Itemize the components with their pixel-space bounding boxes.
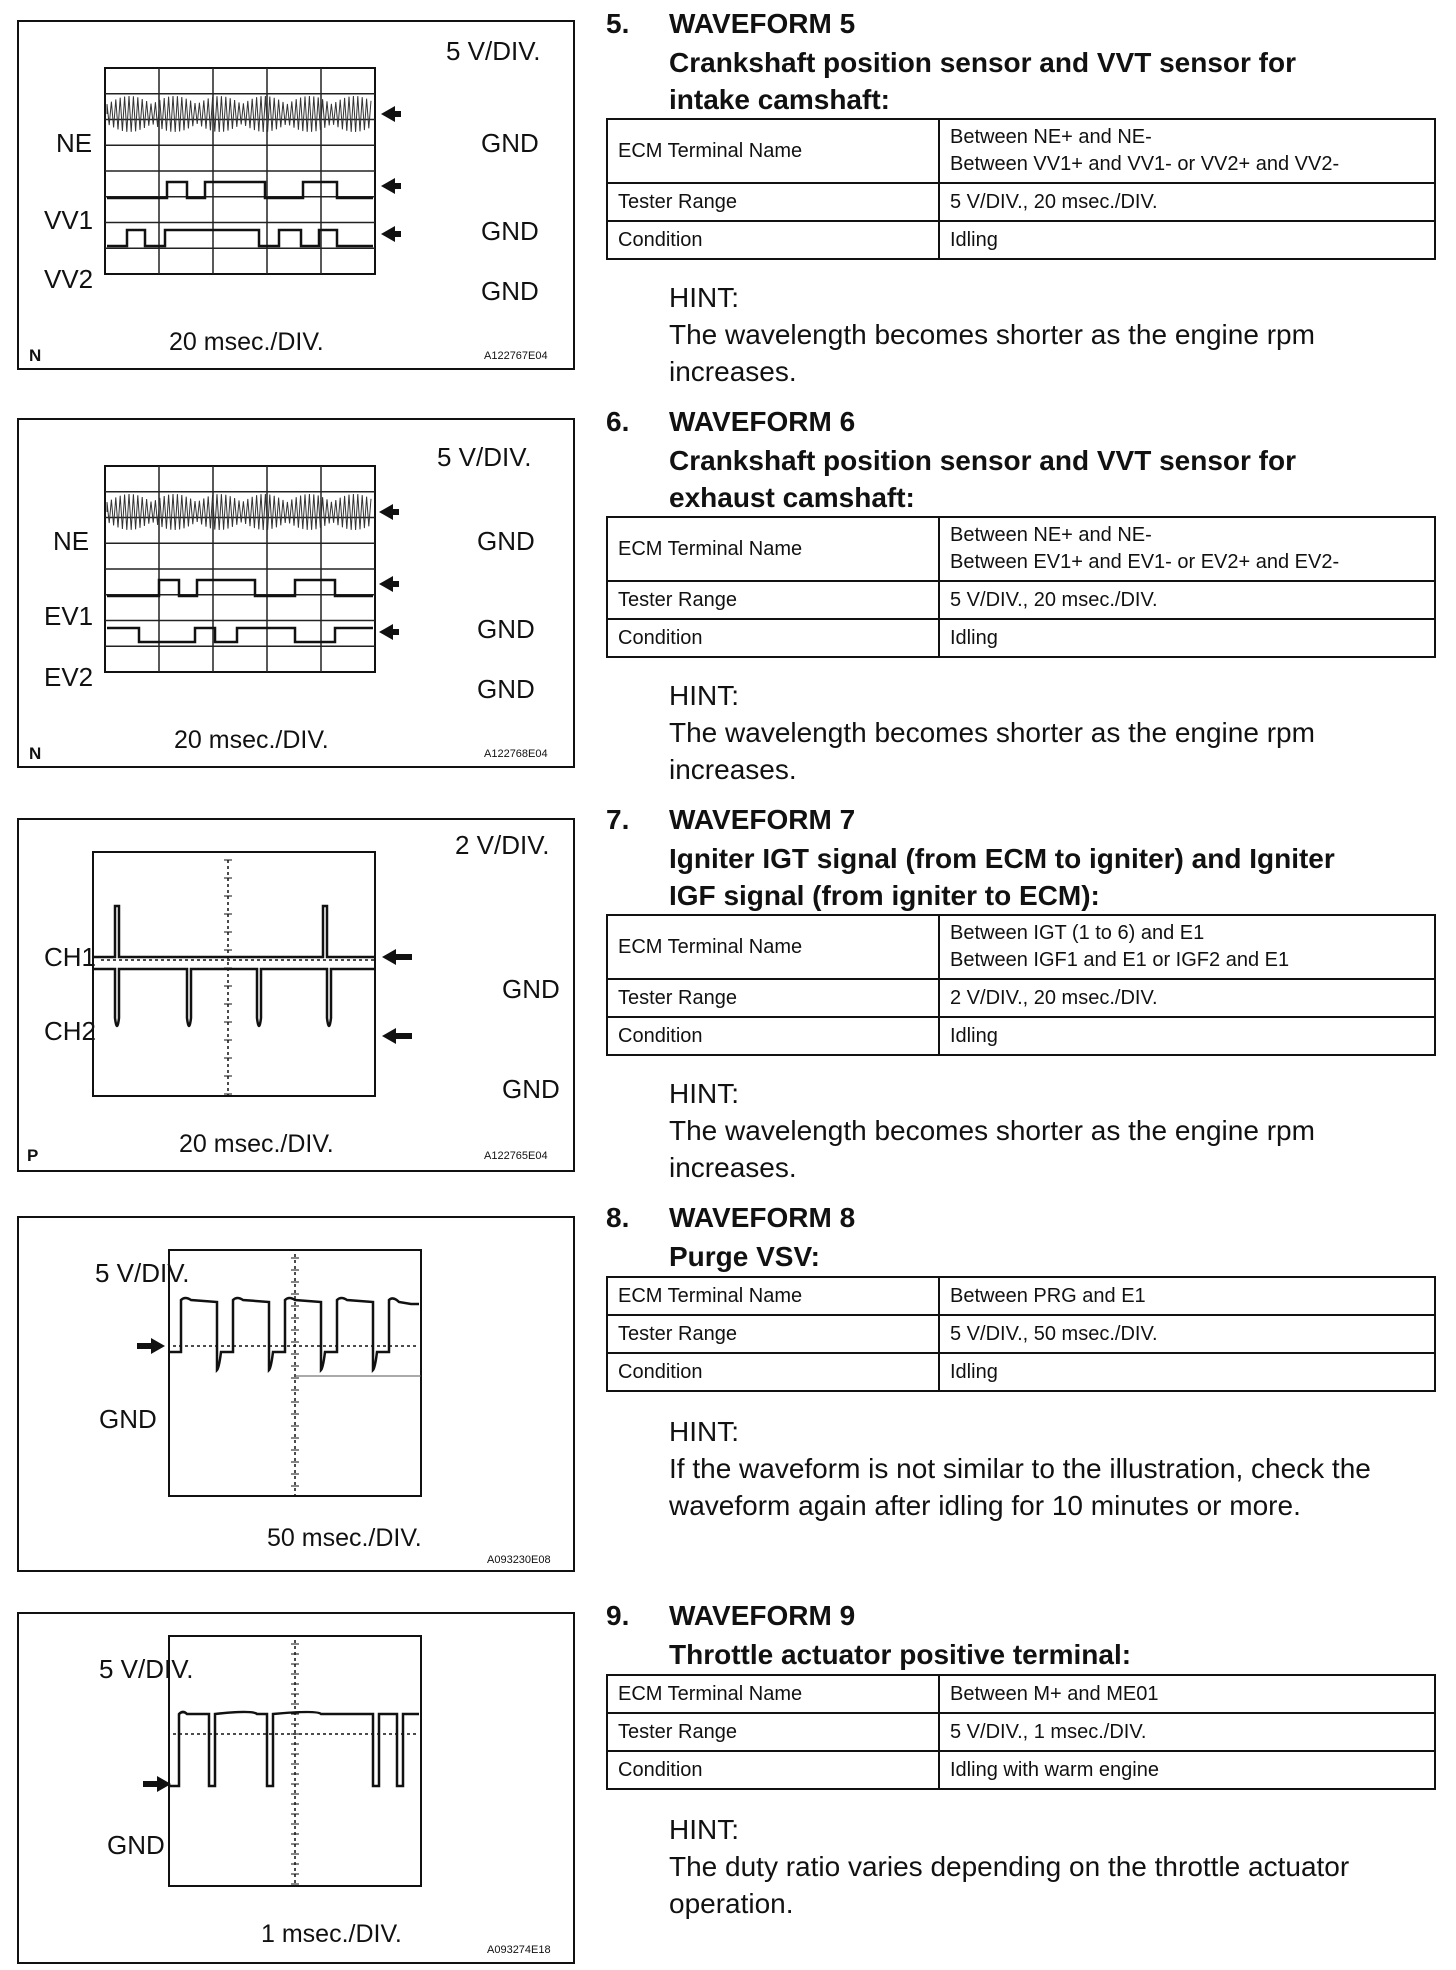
table-row — [607, 119, 1435, 183]
gnd-label: GND — [502, 1074, 560, 1104]
section-number: 6. — [606, 406, 630, 437]
spec-table — [606, 516, 1436, 658]
figure-code: A122765E04 — [484, 1150, 548, 1162]
gnd-arrow-icon — [382, 1028, 412, 1044]
section-waveform-9 — [606, 1600, 1436, 1970]
table-row — [607, 581, 1435, 619]
table-row — [607, 1751, 1435, 1789]
spec-table — [606, 118, 1436, 260]
section-title: WAVEFORM 8 — [669, 1202, 856, 1233]
table-value: Idling — [939, 221, 1435, 259]
hint-label: HINT: — [669, 680, 739, 711]
hint-label: HINT: — [669, 1078, 739, 1109]
table-value: 5 V/DIV., 50 msec./DIV. — [939, 1315, 1435, 1353]
table-value: 2 V/DIV., 20 msec./DIV. — [939, 979, 1435, 1017]
section-subtitle: Igniter IGT signal (from ECM to igniter) and Igniter IGF signal (from igniter to ECM): — [669, 843, 1335, 911]
figure-code: A122768E04 — [484, 748, 548, 760]
table-value: Between M+ and ME01 — [939, 1675, 1435, 1713]
hint-label: HINT: — [669, 1416, 739, 1447]
gnd-label: GND — [477, 614, 535, 644]
section-subtitle: Throttle actuator positive terminal: — [669, 1639, 1132, 1670]
table-row — [607, 915, 1435, 979]
gnd-arrow-icon — [379, 504, 399, 520]
section-number: 8. — [606, 1202, 630, 1233]
hint-text: If the waveform is not similar to the illustration, check the waveform again after idling for 10 minutes or more. — [669, 1453, 1371, 1521]
gnd-arrow-icon — [382, 949, 412, 965]
table-value: Between PRG and E1 — [939, 1277, 1435, 1315]
time-per-div-label: 20 msec./DIV. — [179, 1130, 334, 1158]
table-row — [607, 221, 1435, 259]
waveform-7-figure — [17, 818, 575, 1172]
channel-label-ch2: CH2 — [44, 1016, 97, 1046]
channel-label-ev2: EV2 — [44, 662, 94, 692]
section-subtitle: Crankshaft position sensor and VVT sensor for exhaust camshaft: — [669, 445, 1297, 513]
section-title: WAVEFORM 9 — [669, 1600, 856, 1631]
time-per-div-label: 20 msec./DIV. — [169, 328, 324, 356]
waveform-8-figure — [17, 1216, 575, 1572]
table-key: Condition — [607, 1017, 939, 1055]
ch1-signal-trace — [93, 906, 375, 957]
figure-code: A122767E04 — [484, 350, 548, 362]
table-value: Between IGT (1 to 6) and E1 Between IGF1 and E1 or IGF2 and E1 — [939, 915, 1435, 979]
channel-label-ch1: CH1 — [44, 942, 97, 972]
figure-corner-mark: N — [29, 346, 42, 365]
section-title: WAVEFORM 7 — [669, 804, 856, 835]
channel-label-ne: NE — [53, 526, 90, 556]
figure-code: A093274E18 — [487, 1944, 551, 1956]
table-key: ECM Terminal Name — [607, 119, 939, 183]
time-per-div-label: 50 msec./DIV. — [267, 1524, 422, 1552]
ev1-signal-trace — [107, 580, 373, 596]
scope-frame — [93, 852, 375, 1096]
table-key: Tester Range — [607, 1315, 939, 1353]
table-value: 5 V/DIV., 20 msec./DIV. — [939, 183, 1435, 221]
section-waveform-5 — [606, 8, 1436, 388]
table-key: ECM Terminal Name — [607, 517, 939, 581]
table-value: Idling — [939, 1353, 1435, 1391]
hint-text: The wavelength becomes shorter as the engine rpm increases. — [669, 717, 1315, 785]
table-key: Condition — [607, 221, 939, 259]
vv1-signal-trace — [107, 182, 373, 198]
table-key: ECM Terminal Name — [607, 1675, 939, 1713]
figure-code: A093230E08 — [487, 1554, 551, 1566]
gnd-arrow-icon — [381, 226, 401, 242]
table-key: Tester Range — [607, 581, 939, 619]
waveform-5-scope — [19, 22, 573, 368]
gnd-label: GND — [481, 276, 539, 306]
gnd-label: GND — [477, 526, 535, 556]
volts-per-div-label: 5 V/DIV. — [437, 442, 532, 472]
volts-per-div-label: 5 V/DIV. — [99, 1654, 194, 1684]
section-waveform-6 — [606, 406, 1436, 786]
table-row — [607, 979, 1435, 1017]
section-title: WAVEFORM 6 — [669, 406, 856, 437]
table-value: 5 V/DIV., 1 msec./DIV. — [939, 1713, 1435, 1751]
ne-signal-trace — [107, 494, 371, 530]
channel-label-vv2: VV2 — [44, 264, 94, 294]
section-title: WAVEFORM 5 — [669, 8, 856, 39]
gnd-label: GND — [107, 1830, 165, 1860]
volts-per-div-label: 5 V/DIV. — [95, 1258, 190, 1288]
table-key: Condition — [607, 619, 939, 657]
table-value: Idling with warm engine — [939, 1751, 1435, 1789]
figure-corner-mark: N — [29, 744, 42, 763]
table-value: Between NE+ and NE- Between EV1+ and EV1- or EV2+ and EV2- — [939, 517, 1435, 581]
table-key: Tester Range — [607, 979, 939, 1017]
table-value: Between NE+ and NE- Between VV1+ and VV1- or VV2+ and VV2- — [939, 119, 1435, 183]
channel-label-vv1: VV1 — [44, 205, 94, 235]
spec-table — [606, 914, 1436, 1056]
hint-text: The wavelength becomes shorter as the engine rpm increases. — [669, 319, 1315, 387]
spec-table — [606, 1276, 1436, 1392]
ch2-signal-trace — [93, 969, 375, 1026]
table-key: ECM Terminal Name — [607, 915, 939, 979]
gnd-arrow-icon — [381, 178, 401, 194]
hint-label: HINT: — [669, 282, 739, 313]
gnd-arrow-icon — [143, 1776, 171, 1792]
table-row — [607, 1713, 1435, 1751]
vv2-signal-trace — [107, 230, 373, 246]
time-per-div-label: 1 msec./DIV. — [261, 1920, 402, 1948]
waveform-5-figure — [17, 20, 575, 370]
ev2-signal-trace — [107, 628, 373, 642]
gnd-label: GND — [502, 974, 560, 1004]
table-row — [607, 1277, 1435, 1315]
signal-trace — [169, 1712, 419, 1786]
gnd-label: GND — [481, 216, 539, 246]
table-value: Idling — [939, 1017, 1435, 1055]
hint-label: HINT: — [669, 1814, 739, 1845]
gnd-label: GND — [477, 674, 535, 704]
table-value: 5 V/DIV., 20 msec./DIV. — [939, 581, 1435, 619]
waveform-7-scope — [19, 820, 573, 1170]
table-row — [607, 517, 1435, 581]
gnd-label: GND — [481, 128, 539, 158]
table-row — [607, 619, 1435, 657]
volts-per-div-label: 5 V/DIV. — [446, 36, 541, 66]
gnd-arrow-icon — [379, 624, 399, 640]
spec-table — [606, 1674, 1436, 1790]
waveform-9-figure — [17, 1612, 575, 1964]
section-waveform-7 — [606, 804, 1436, 1184]
table-row — [607, 1315, 1435, 1353]
section-number: 7. — [606, 804, 630, 835]
gnd-label: GND — [99, 1404, 157, 1434]
gnd-arrow-icon — [381, 106, 401, 122]
hint-text: The duty ratio varies depending on the throttle actuator operation. — [669, 1851, 1350, 1919]
gnd-arrow-icon — [379, 576, 399, 592]
signal-trace — [169, 1298, 419, 1370]
section-number: 5. — [606, 8, 630, 39]
table-row — [607, 183, 1435, 221]
section-waveform-8 — [606, 1202, 1436, 1582]
hint-text: The wavelength becomes shorter as the engine rpm increases. — [669, 1115, 1315, 1183]
time-per-div-label: 20 msec./DIV. — [174, 726, 329, 754]
table-key: Tester Range — [607, 1713, 939, 1751]
volts-per-div-label: 2 V/DIV. — [455, 830, 550, 860]
table-key: ECM Terminal Name — [607, 1277, 939, 1315]
ne-signal-trace — [107, 96, 371, 132]
channel-label-ne: NE — [56, 128, 93, 158]
section-subtitle: Crankshaft position sensor and VVT sensor for intake camshaft: — [669, 47, 1297, 115]
table-row — [607, 1675, 1435, 1713]
table-row — [607, 1353, 1435, 1391]
channel-label-ev1: EV1 — [44, 601, 94, 631]
gnd-arrow-icon — [137, 1338, 165, 1354]
section-subtitle: Purge VSV: — [669, 1241, 820, 1272]
figure-corner-mark: P — [27, 1146, 39, 1165]
table-row — [607, 1017, 1435, 1055]
section-number: 9. — [606, 1600, 630, 1631]
waveform-6-figure — [17, 418, 575, 768]
table-key: Condition — [607, 1751, 939, 1789]
table-key: Condition — [607, 1353, 939, 1391]
table-value: Idling — [939, 619, 1435, 657]
table-key: Tester Range — [607, 183, 939, 221]
